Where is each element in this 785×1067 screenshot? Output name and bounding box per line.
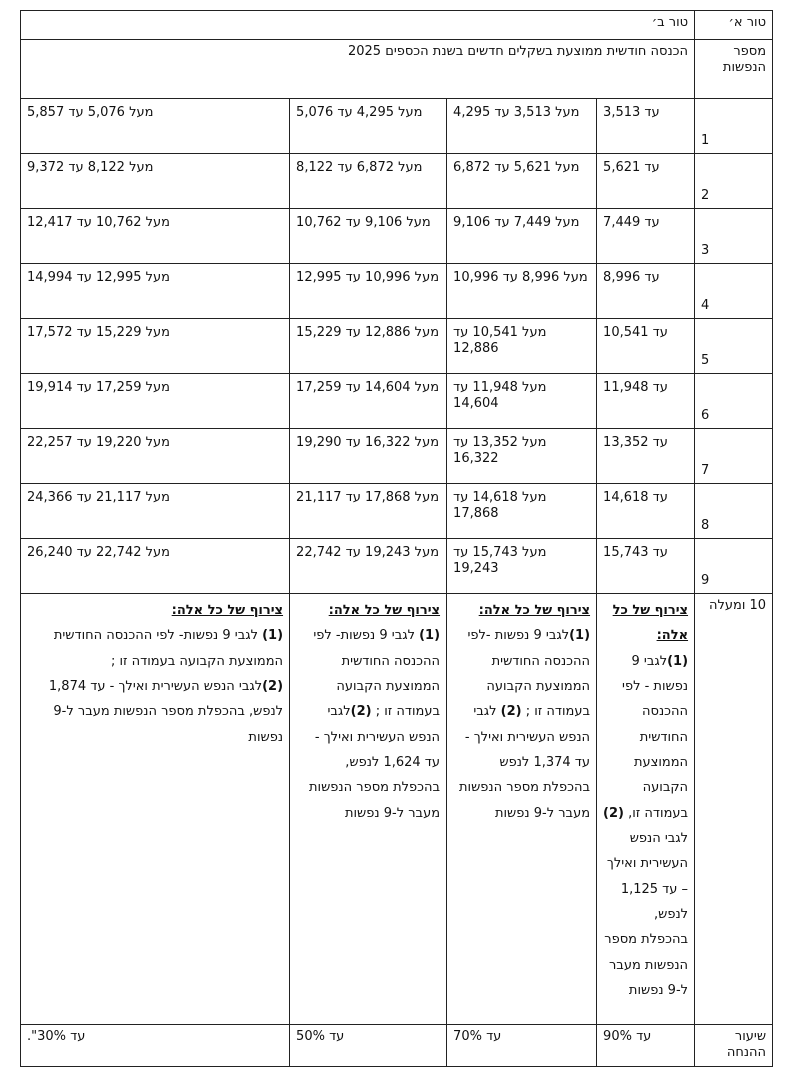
- income-range-cell: מעל 10,541 עד 12,886: [447, 319, 597, 374]
- cell-title: צירוף של כל אלה:: [478, 603, 591, 618]
- clause-text: לגבי 9 נפשות - לפי ההכנסה החודשית הממוצעת הקבועה בעמודה זו,: [622, 653, 689, 821]
- discount-rate-cell: עד 30%".: [21, 1025, 290, 1067]
- table-row: [21, 374, 773, 429]
- tier-a-header: טור א׳: [695, 11, 773, 40]
- row-number: 9: [695, 539, 773, 594]
- table-row: [21, 209, 773, 264]
- row-number: 2: [695, 154, 773, 209]
- income-range-cell: מעל 4,295 עד 5,076: [290, 99, 447, 154]
- income-range-cell: עד 13,352: [597, 429, 695, 484]
- income-range-cell: מעל 16,322 עד 19,290: [290, 429, 447, 484]
- title-row: [21, 40, 773, 99]
- clause-number: (2): [500, 704, 522, 720]
- income-range-cell: מעל 10,996 עד 12,995: [290, 264, 447, 319]
- clause-text: לגבי הנפש העשירית ואילך - עד 1,874 לנפש, בהכפלת מספר הנפשות מעבר ל-9 נפשות: [48, 679, 284, 745]
- income-range-cell: עד 7,449: [597, 209, 695, 264]
- tier-b-header: טור ב׳: [21, 11, 695, 40]
- ten-plus-cell: [290, 594, 447, 1025]
- income-range-cell: מעל 14,618 עד 17,868: [447, 484, 597, 539]
- income-range-cell: מעל 13,352 עד 16,322: [447, 429, 597, 484]
- row-number: 3: [695, 209, 773, 264]
- income-range-cell: מעל 15,743 עד 19,243: [447, 539, 597, 594]
- income-range-cell: מעל 11,948 עד 14,604: [447, 374, 597, 429]
- ten-plus-row: [21, 594, 773, 1025]
- cell-title: צירוף של כל אלה:: [612, 603, 689, 644]
- cell-title: צירוף של כל אלה:: [171, 603, 284, 618]
- income-range-cell: מעל 17,259 עד 19,914: [21, 374, 290, 429]
- row-number: 8: [695, 484, 773, 539]
- table-row: [21, 154, 773, 209]
- row-number: 7: [695, 429, 773, 484]
- clause-number: (2): [350, 704, 372, 720]
- discount-rate-row: [21, 1025, 773, 1067]
- income-range-cell: מעל 10,762 עד 12,417: [21, 209, 290, 264]
- income-range-cell: עד 10,541: [597, 319, 695, 374]
- discount-rate-cell: עד 90%: [597, 1025, 695, 1067]
- income-range-cell: מעל 19,220 עד 22,257: [21, 429, 290, 484]
- table-row: [21, 484, 773, 539]
- clause-text: לגבי הנפש העשירית ואילך - עד 1,624 לנפש, בהכפלת מספר הנפשות מעבר ל-9 נפשות: [309, 704, 441, 821]
- table-row: [21, 99, 773, 154]
- row-number: 4: [695, 264, 773, 319]
- income-range-cell: מעל 22,742 עד 26,240: [21, 539, 290, 594]
- header-row: [21, 11, 773, 40]
- clause-text: לגבי הנפש העשירית ואילך - עד 1,374 לנפש בהכפלת מספר הנפשות מעבר ל-9 נפשות: [459, 704, 591, 821]
- income-range-cell: עד 14,618: [597, 484, 695, 539]
- income-range-cell: מעל 3,513 עד 4,295: [447, 99, 597, 154]
- table-row: [21, 319, 773, 374]
- ten-plus-label: 10 ומעלה: [695, 594, 773, 1025]
- cell-title: צירוף של כל אלה:: [328, 603, 441, 618]
- table-row: [21, 264, 773, 319]
- income-range-cell: מעל 8,996 עד 10,996: [447, 264, 597, 319]
- row-number: 5: [695, 319, 773, 374]
- income-range-cell: מעל 5,076 עד 5,857: [21, 99, 290, 154]
- income-range-cell: מעל 6,872 עד 8,122: [290, 154, 447, 209]
- income-range-cell: מעל 21,117 עד 24,366: [21, 484, 290, 539]
- income-range-cell: מעל 8,122 עד 9,372: [21, 154, 290, 209]
- income-range-cell: עד 5,621: [597, 154, 695, 209]
- ten-plus-cell: [447, 594, 597, 1025]
- discount-rate-cell: עד 50%: [290, 1025, 447, 1067]
- income-heading: הכנסה חודשית ממוצעת בשקלים חדשים בשנת הכספים 2025: [21, 40, 695, 99]
- discount-rate-cell: עד 70%: [447, 1025, 597, 1067]
- income-range-cell: מעל 17,868 עד 21,117: [290, 484, 447, 539]
- clause-number: (2): [603, 805, 624, 821]
- clause-number: (2): [262, 679, 284, 695]
- table-row: [21, 539, 773, 594]
- income-range-cell: עד 11,948: [597, 374, 695, 429]
- clause-text: לגבי 9 נפשות- לפי ההכנסה החודשית הממוצעת הקבועה בעמודה זו ;: [53, 628, 284, 669]
- income-range-cell: מעל 12,995 עד 14,994: [21, 264, 290, 319]
- discount-table: [20, 10, 773, 1067]
- income-range-cell: מעל 19,243 עד 22,742: [290, 539, 447, 594]
- row-number: 1: [695, 99, 773, 154]
- table-row: [21, 429, 773, 484]
- income-range-cell: עד 8,996: [597, 264, 695, 319]
- ten-plus-cell: [21, 594, 290, 1025]
- income-range-cell: מעל 7,449 עד 9,106: [447, 209, 597, 264]
- clause-text: לגבי הנפש העשירית ואילך – עד 1,125 לנפש, בהכפלת מספר הנפשות מעבר ל-9 נפשות: [604, 831, 689, 999]
- clause-number: (1): [569, 628, 591, 644]
- income-range-cell: מעל 15,229 עד 17,572: [21, 319, 290, 374]
- clause-text: לגבי 9 נפשות- לפי ההכנסה החודשית הממוצעת הקבועה בעמודה זו ;: [313, 628, 441, 720]
- document-page: [20, 10, 772, 1061]
- row-number: 6: [695, 374, 773, 429]
- income-range-cell: מעל 9,106 עד 10,762: [290, 209, 447, 264]
- income-range-cell: מעל 5,621 עד 6,872: [447, 154, 597, 209]
- clause-number: (1): [419, 628, 441, 644]
- income-range-cell: מעל 14,604 עד 17,259: [290, 374, 447, 429]
- income-range-cell: מעל 12,886 עד 15,229: [290, 319, 447, 374]
- clause-number: (1): [262, 628, 284, 644]
- ten-plus-cell: [597, 594, 695, 1025]
- income-range-cell: עד 3,513: [597, 99, 695, 154]
- income-range-cell: עד 15,743: [597, 539, 695, 594]
- discount-rate-label: שיעור ההנחה: [695, 1025, 773, 1067]
- clause-text: לגבי 9 נפשות -לפי ההכנסה החודשית הממוצעת הקבועה בעמודה זו ;: [467, 628, 591, 720]
- persons-count-label: מספר הנפשות: [695, 40, 773, 99]
- clause-number: (1): [667, 653, 689, 669]
